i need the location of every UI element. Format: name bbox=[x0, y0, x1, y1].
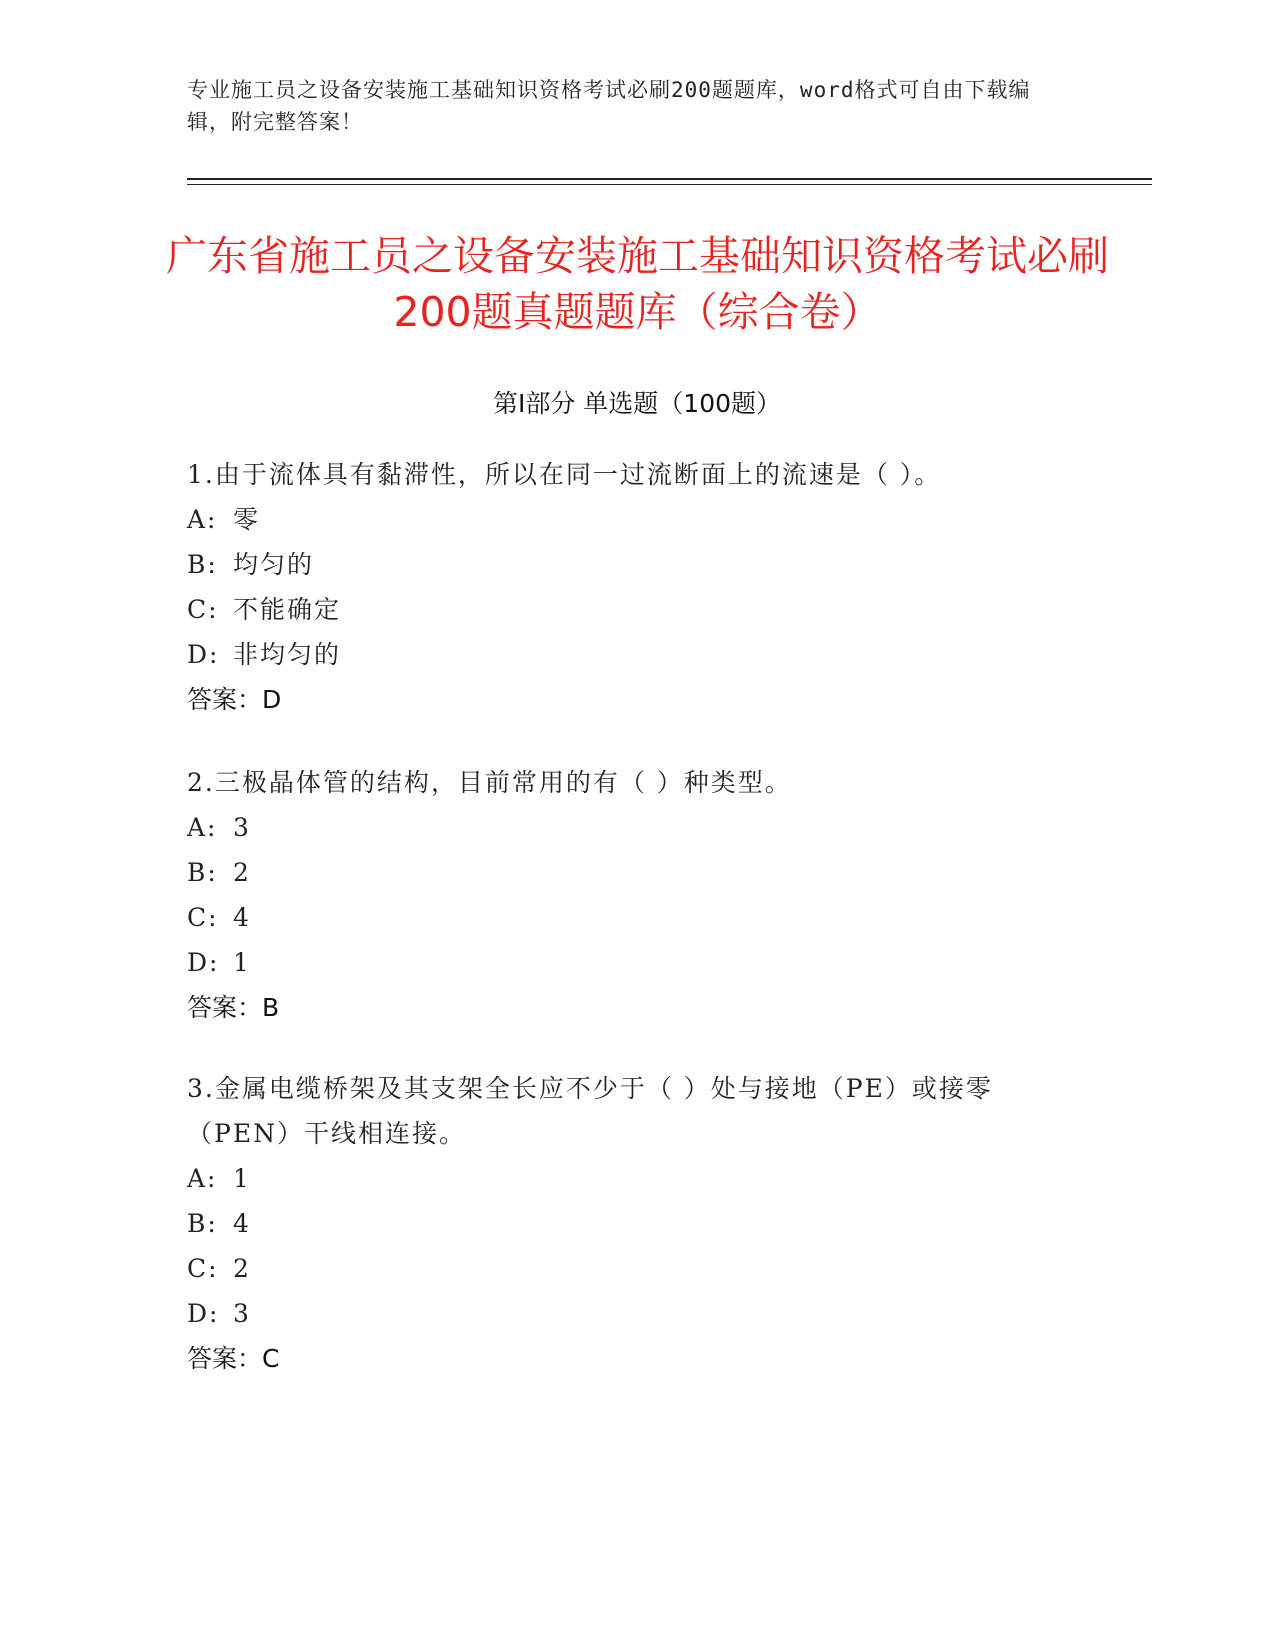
question-stem: 1.由于流体具有黏滞性，所以在同一过流断面上的流速是（ ）。 bbox=[187, 460, 942, 489]
option-c bbox=[187, 587, 1087, 632]
header-rule-thick bbox=[187, 178, 1152, 180]
option-d bbox=[187, 632, 1087, 677]
answer: 答案：D bbox=[187, 685, 282, 714]
option-a bbox=[187, 1156, 1087, 1201]
option-c bbox=[187, 895, 1087, 940]
option-text: 2 bbox=[233, 1254, 251, 1283]
section-title: 第Ⅰ部分 单选题（100题） bbox=[492, 389, 782, 418]
option-text: 非均匀的 bbox=[233, 640, 342, 669]
option-d bbox=[187, 940, 1087, 985]
option-text: 均匀的 bbox=[233, 550, 315, 579]
option-text: 不能确定 bbox=[233, 595, 342, 624]
option-text: 4 bbox=[233, 1209, 251, 1238]
option-letter: B: bbox=[187, 1209, 218, 1238]
header-note: 专业施工员之设备安装施工基础知识资格考试必刷200题题库，word格式可自由下载编辑，附完整答案！ bbox=[187, 78, 1031, 134]
option-d bbox=[187, 1291, 1087, 1336]
option-letter: B: bbox=[187, 550, 218, 579]
option-c bbox=[187, 1246, 1087, 1291]
option-text: 4 bbox=[233, 903, 251, 932]
document-title: 广东省施工员之设备安装施工基础知识资格考试必刷200题真题题库（综合卷） bbox=[166, 232, 1109, 336]
option-letter: C: bbox=[187, 1254, 219, 1283]
option-letter: D: bbox=[187, 1299, 220, 1328]
option-a bbox=[187, 805, 1087, 850]
option-a bbox=[187, 497, 1087, 542]
answer: 答案：C bbox=[187, 1344, 280, 1373]
option-letter: D: bbox=[187, 640, 220, 669]
option-letter: A: bbox=[187, 505, 218, 534]
option-text: 零 bbox=[233, 505, 261, 534]
answer: 答案：B bbox=[187, 993, 280, 1022]
option-text: 1 bbox=[233, 1164, 251, 1193]
question-2 bbox=[187, 760, 1087, 1030]
option-text: 3 bbox=[233, 1299, 251, 1328]
option-text: 1 bbox=[233, 948, 251, 977]
header-rule-thin bbox=[187, 184, 1152, 185]
question-1 bbox=[187, 452, 1087, 722]
option-letter: B: bbox=[187, 858, 218, 887]
question-stem: 2.三极晶体管的结构，目前常用的有（ ）种类型。 bbox=[187, 768, 792, 797]
option-letter: A: bbox=[187, 1164, 218, 1193]
option-letter: A: bbox=[187, 813, 218, 842]
option-letter: C: bbox=[187, 595, 219, 624]
question-stem: 3.金属电缆桥架及其支架全长应不少于（ ）处与接地（PE）或接零（PEN）干线相连接。 bbox=[187, 1074, 993, 1148]
option-b bbox=[187, 542, 1087, 587]
option-text: 3 bbox=[233, 813, 251, 842]
option-b bbox=[187, 850, 1087, 895]
option-letter: C: bbox=[187, 903, 219, 932]
option-text: 2 bbox=[233, 858, 251, 887]
question-3 bbox=[187, 1066, 1087, 1381]
option-b bbox=[187, 1201, 1087, 1246]
option-letter: D: bbox=[187, 948, 220, 977]
